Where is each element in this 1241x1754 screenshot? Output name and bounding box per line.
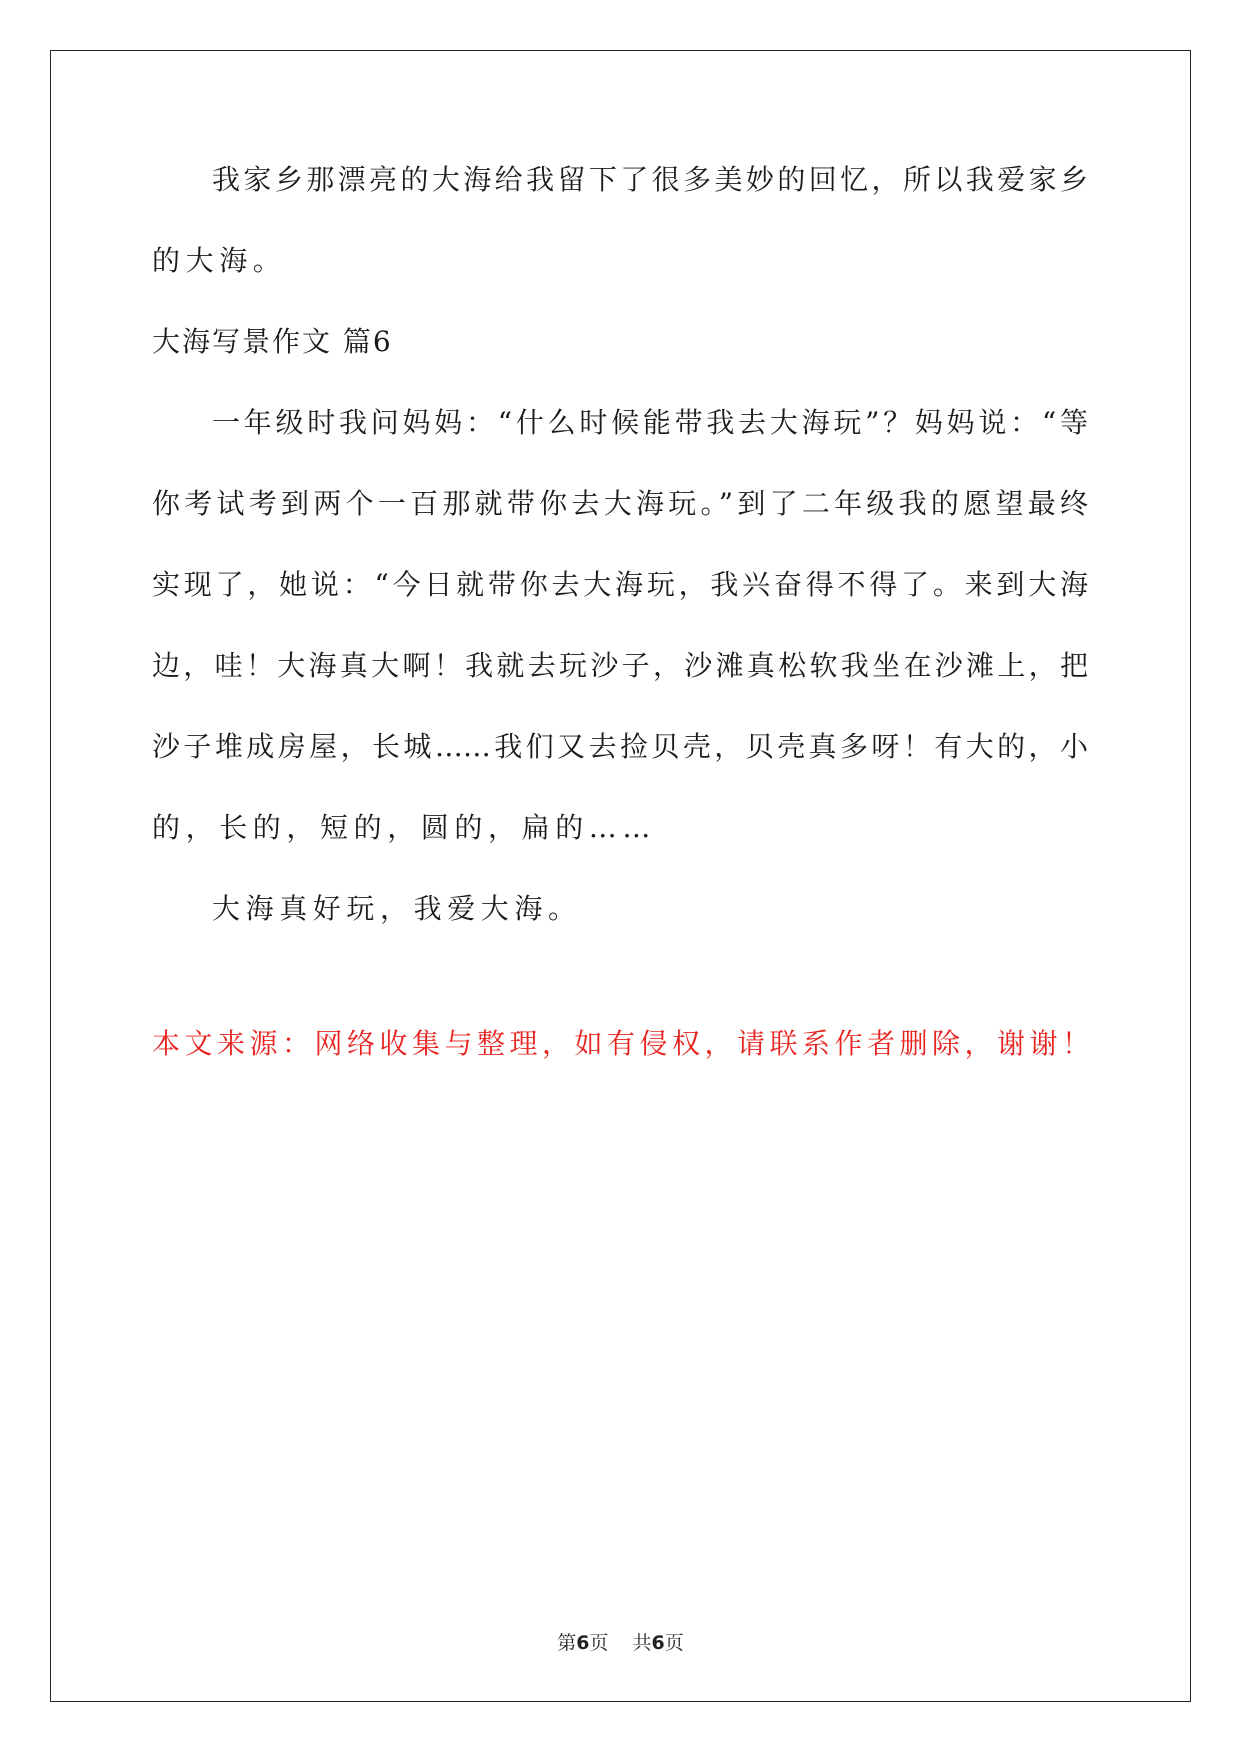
paragraph-3: 大海真好玩，我爱大海。 <box>212 892 582 925</box>
footer-page-prefix: 第 <box>557 1632 577 1654</box>
document-body <box>152 163 1095 1060</box>
page-footer <box>0 1632 1241 1654</box>
footer-total-prefix: 共 <box>632 1632 652 1654</box>
paragraph-2-line-2: 你考试考到两个一百那就带你去大海玩。”到了二年级我的愿望最终 <box>152 487 1088 520</box>
section-heading: 大海写景作文 篇6 <box>152 325 393 358</box>
footer-page-number: 6 <box>576 1632 590 1654</box>
footer-total-pages: 6 <box>651 1632 665 1654</box>
source-note: 本文来源：网络收集与整理，如有侵权，请联系作者删除，谢谢！ <box>152 1027 1095 1060</box>
paragraph-2-line-3: 实现了，她说：“今日就带你去大海玩，我兴奋得不得了。来到大海 <box>152 568 1088 601</box>
paragraph-1-line-2: 的大海。 <box>152 244 287 277</box>
paragraph-1-line-1: 我家乡那漂亮的大海给我留下了很多美妙的回忆，所以我爱家乡 <box>212 163 1088 196</box>
paragraph-2-line-6: 的，长的，短的，圆的，扁的…… <box>152 811 657 844</box>
footer-total-suffix: 页 <box>664 1632 684 1654</box>
paragraph-2-line-1: 一年级时我问妈妈：“什么时候能带我去大海玩”？妈妈说：“等 <box>212 406 1088 439</box>
footer-page-suffix: 页 <box>589 1632 609 1654</box>
paragraph-2-line-4: 边，哇！大海真大啊！我就去玩沙子，沙滩真松软我坐在沙滩上，把 <box>152 649 1088 682</box>
paragraph-2-line-5: 沙子堆成房屋，长城……我们又去捡贝壳，贝壳真多呀！有大的，小 <box>152 730 1088 763</box>
